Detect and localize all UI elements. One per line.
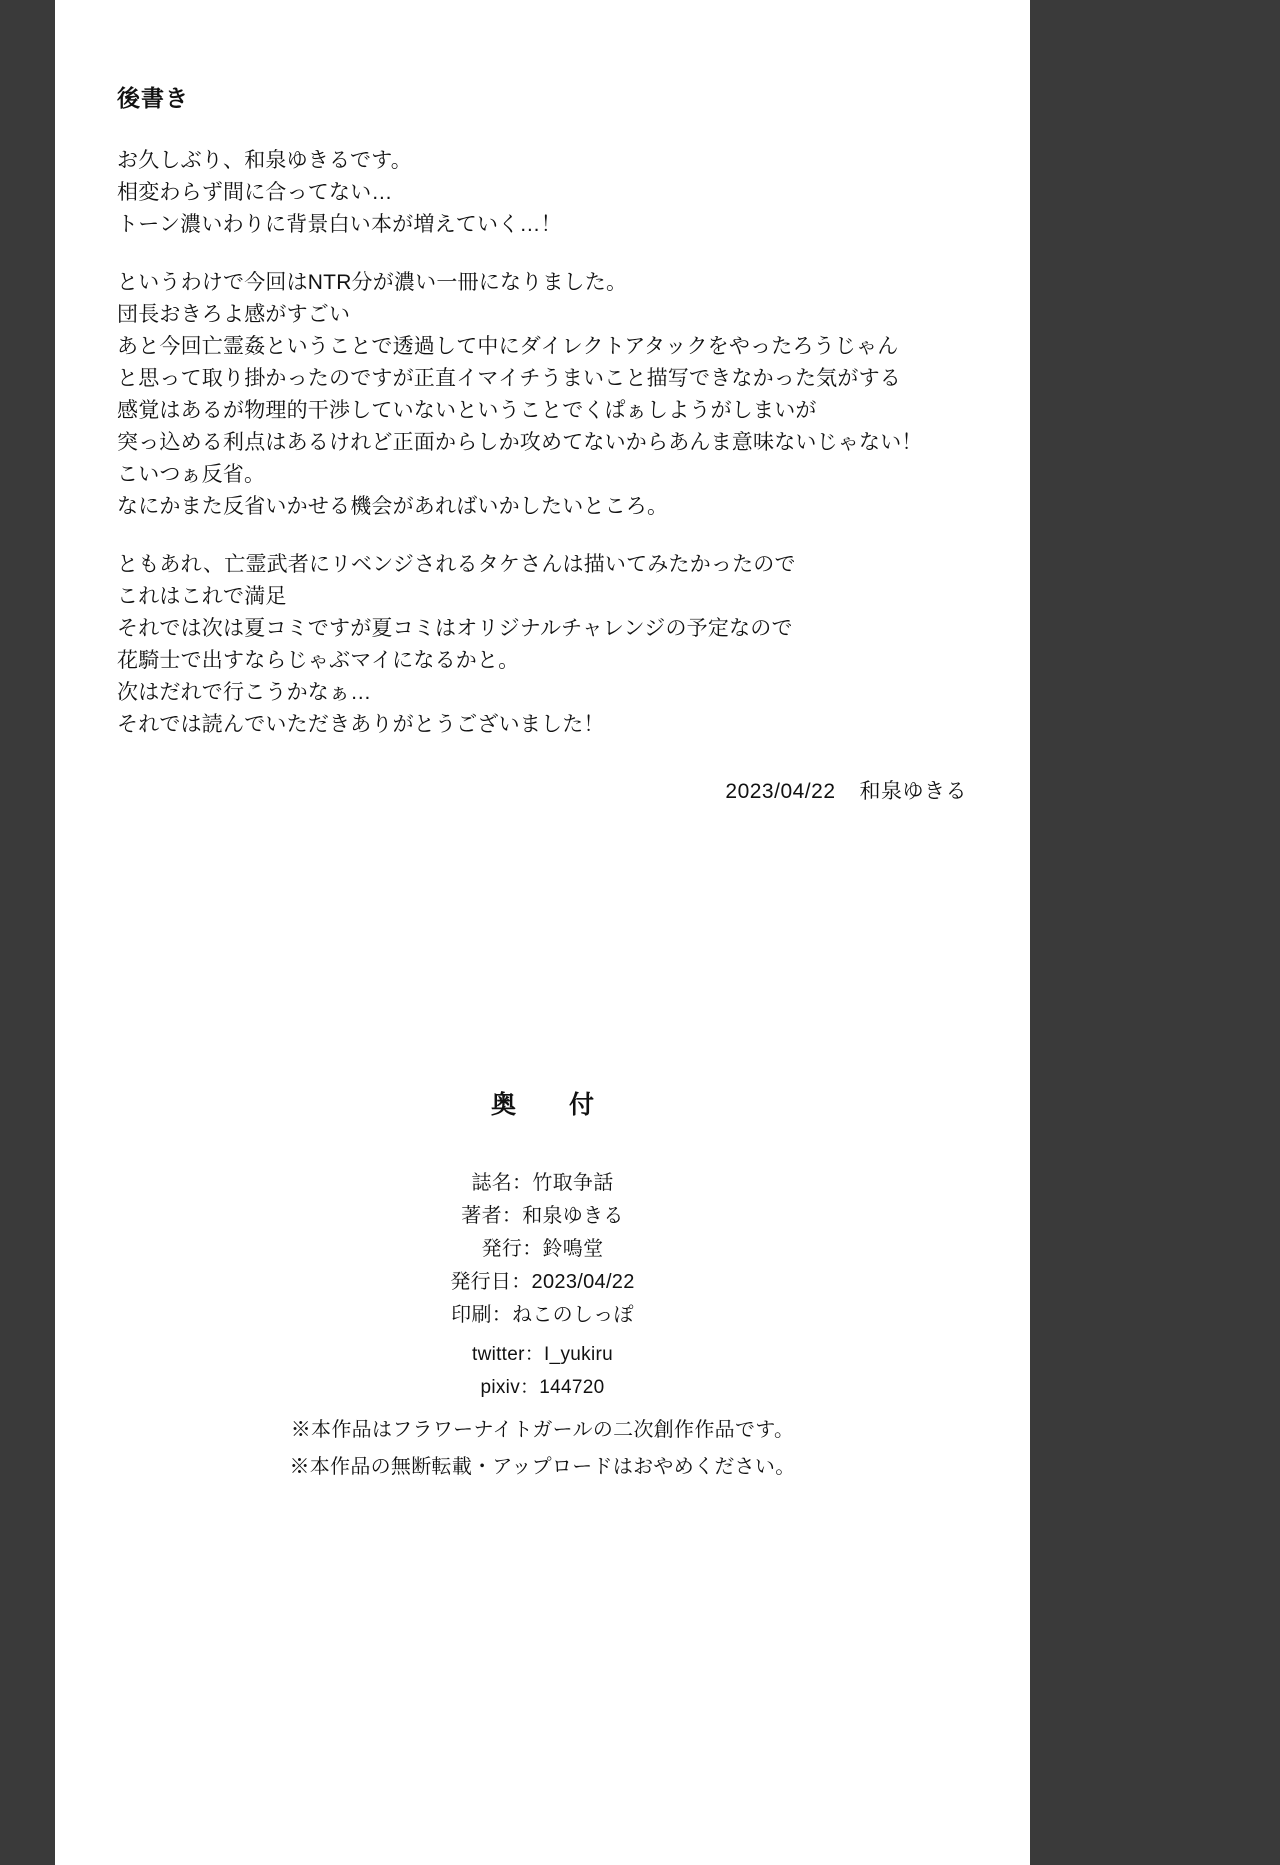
afterword-heading: 後書き	[117, 85, 189, 111]
colophon-line-author: 著者：和泉ゆきる	[461, 1205, 624, 1227]
afterword-line: 相変わらず間に合ってない…	[117, 181, 393, 204]
afterword-line: 花騎士で出すならじゃぶマイになるかと。	[117, 649, 520, 672]
afterword-paragraph	[117, 267, 977, 523]
colophon-section	[55, 1085, 1030, 1484]
afterword-line: これはこれで満足	[117, 585, 287, 608]
afterword-line: 感覚はあるが物理的干渉していないということでくぱぁしようがしまいが	[117, 399, 817, 422]
colophon-note-derivative: ※本作品はフラワーナイトガールの二次創作作品です。	[290, 1419, 795, 1441]
afterword-line: 団長おきろよ感がすごい	[117, 303, 351, 326]
colophon-line-title: 誌名：竹取争話	[471, 1172, 614, 1194]
afterword-section	[117, 80, 977, 805]
colophon-note-reupload: ※本作品の無断転載・アップロードはおやめください。	[289, 1456, 796, 1478]
afterword-line: と思って取り掛かったのですが正直イマイチうまいこと描写できなかった気がする	[117, 367, 901, 390]
document-page	[55, 0, 1030, 1865]
afterword-body	[117, 145, 977, 741]
afterword-paragraph	[117, 145, 977, 241]
afterword-line: お久しぶり、和泉ゆきるです。	[117, 149, 412, 172]
colophon-line-pixiv: pixiv：144720	[480, 1377, 605, 1398]
afterword-signature	[117, 775, 977, 805]
afterword-line: なにかまた反省いかせる機会があればいかしたいところ。	[117, 495, 669, 518]
signature-date: 2023/04/22	[725, 780, 836, 803]
signature-name: 和泉ゆきる	[859, 780, 967, 803]
colophon-line-printer: 印刷：ねこのしっぽ	[451, 1304, 634, 1326]
colophon-title: 奥 付	[490, 1091, 608, 1119]
afterword-line: ともあれ、亡霊武者にリベンジされるタケさんは描いてみたかったので	[117, 553, 796, 576]
afterword-line: トーン濃いわりに背景白い本が増えていく…！	[117, 213, 562, 236]
afterword-line: こいつぁ反省。	[117, 463, 266, 486]
afterword-line: 次はだれで行こうかなぁ…	[117, 681, 372, 704]
afterword-line: それでは次は夏コミですが夏コミはオリジナルチャレンジの予定なので	[117, 617, 793, 640]
afterword-paragraph	[117, 549, 977, 741]
afterword-line: 突っ込める利点はあるけれど正面からしか攻めてないからあんま意味ないじゃない！	[117, 431, 923, 454]
afterword-line: あと今回亡霊姦ということで透過して中にダイレクトアタックをやったろうじゃん	[117, 335, 899, 358]
afterword-line: というわけで今回はNTR分が濃い一冊になりました。	[117, 271, 628, 294]
colophon-line-twitter: twitter：I_yukiru	[471, 1344, 613, 1365]
afterword-line: それでは読んでいただきありがとうございました！	[117, 713, 605, 736]
colophon-spacer	[55, 1404, 1030, 1410]
colophon-line-publish-date: 発行日：2023/04/22	[450, 1271, 635, 1293]
colophon-line-publisher: 発行：鈴鳴堂	[481, 1238, 604, 1260]
